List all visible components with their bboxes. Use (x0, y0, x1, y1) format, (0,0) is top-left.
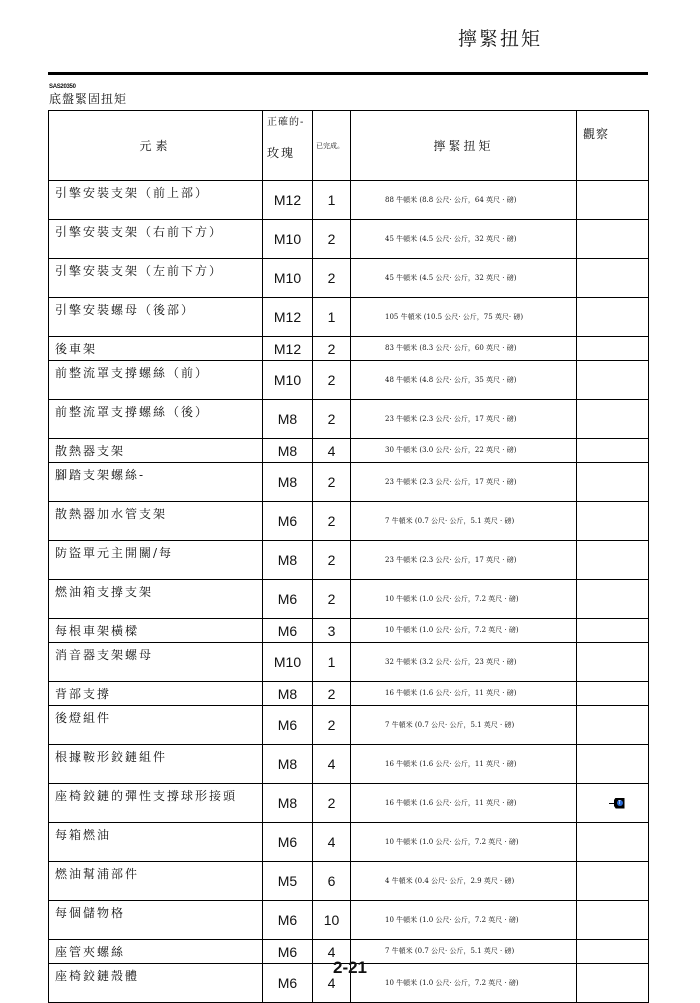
table-row (49, 901, 649, 940)
cell-torque-value: 23 牛頓米 (2.3 公尺· 公斤，17 英尺 · 磅) (351, 400, 577, 439)
header-thread (263, 111, 313, 181)
cell-thread-size: M10 (263, 361, 313, 400)
cell-thread-size: M10 (263, 643, 313, 682)
page-header-title: 擰緊扭矩 (458, 28, 543, 50)
cell-remark (577, 901, 649, 940)
cell-remark (577, 502, 649, 541)
cell-thread-size: M12 (263, 298, 313, 337)
table-row (49, 682, 649, 706)
cell-remark (577, 337, 649, 361)
cell-quantity: 2 (313, 361, 351, 400)
cell-thread-size: M8 (263, 682, 313, 706)
cell-thread-size: M8 (263, 541, 313, 580)
cell-element-name: 散熱器支架 (49, 439, 263, 463)
cell-remark (577, 619, 649, 643)
cell-torque-value: 88 牛頓米 (8.8 公尺· 公斤，64 英尺 · 磅) (351, 181, 577, 220)
cell-element-name: 消音器支架螺母 (49, 643, 263, 682)
cell-torque-value: 10 牛頓米 (1.0 公尺· 公斤，7.2 英尺 · 磅) (351, 901, 577, 940)
cell-thread-size: M8 (263, 400, 313, 439)
cell-element-name: 每根車架橫樑 (49, 619, 263, 643)
cell-remark (577, 439, 649, 463)
table-row (49, 745, 649, 784)
header-remark: 觀察 (577, 111, 649, 181)
table-row (49, 580, 649, 619)
cell-quantity: 3 (313, 619, 351, 643)
cell-remark (577, 745, 649, 784)
cell-thread-size: M10 (263, 259, 313, 298)
cell-remark (577, 361, 649, 400)
cell-element-name: 後燈組件 (49, 706, 263, 745)
table-row (49, 541, 649, 580)
cell-quantity: 4 (313, 745, 351, 784)
cell-quantity: 2 (313, 400, 351, 439)
table-row (49, 619, 649, 643)
cell-remark (577, 862, 649, 901)
table-body (49, 181, 649, 1003)
table-row (49, 823, 649, 862)
cell-thread-size: M5 (263, 862, 313, 901)
cell-remark (577, 181, 649, 220)
locking-agent-icon: T (609, 798, 625, 809)
cell-element-name: 引擎安裝支架（右前下方） (49, 220, 263, 259)
cell-thread-size: M6 (263, 823, 313, 862)
cell-element-name: 前整流罩支撐螺絲（後） (49, 400, 263, 439)
cell-remark (577, 298, 649, 337)
header-element: 元素 (49, 111, 263, 181)
cell-quantity: 1 (313, 643, 351, 682)
cell-quantity: 2 (313, 541, 351, 580)
cell-torque-value: 32 牛頓米 (3.2 公尺· 公斤，23 英尺 · 磅) (351, 643, 577, 682)
table-row (49, 502, 649, 541)
cell-torque-value: 48 牛頓米 (4.8 公尺· 公斤，35 英尺 · 磅) (351, 361, 577, 400)
header-torque: 擰緊扭矩 (351, 111, 577, 181)
cell-quantity: 2 (313, 337, 351, 361)
cell-quantity: 2 (313, 463, 351, 502)
table-row (49, 643, 649, 682)
cell-remark (577, 643, 649, 682)
table-row (49, 862, 649, 901)
header-thread-line2: 玫瑰 (267, 146, 296, 160)
cell-torque-value: 7 牛頓米 (0.7 公尺· 公斤，5.1 英尺 · 磅) (351, 940, 577, 964)
cell-torque-value: 10 牛頓米 (1.0 公尺· 公斤，7.2 英尺 · 磅) (351, 619, 577, 643)
cell-thread-size: M6 (263, 706, 313, 745)
cell-torque-value: 10 牛頓米 (1.0 公尺· 公斤，7.2 英尺 · 磅) (351, 580, 577, 619)
cell-thread-size: M8 (263, 745, 313, 784)
cell-element-name: 背部支撐 (49, 682, 263, 706)
torque-table (48, 110, 649, 1003)
cell-remark (577, 784, 649, 823)
table-header-row (49, 111, 649, 181)
cell-thread-size: M6 (263, 901, 313, 940)
cell-thread-size: M6 (263, 619, 313, 643)
cell-element-name: 根據鞍形鉸鏈組件 (49, 745, 263, 784)
cell-remark (577, 259, 649, 298)
cell-element-name: 燃油幫浦部件 (49, 862, 263, 901)
cell-thread-size: M8 (263, 463, 313, 502)
header-thread-line1: 正確的- (267, 117, 305, 128)
cell-remark (577, 580, 649, 619)
cell-quantity: 1 (313, 298, 351, 337)
cell-torque-value: 7 牛頓米 (0.7 公尺· 公斤，5.1 英尺 · 磅) (351, 502, 577, 541)
cell-quantity: 1 (313, 181, 351, 220)
table-row (49, 220, 649, 259)
cell-remark (577, 823, 649, 862)
cell-thread-size: M12 (263, 181, 313, 220)
cell-quantity: 2 (313, 580, 351, 619)
cell-element-name: 座椅鉸鏈殼體 (49, 964, 263, 1003)
cell-element-name: 防盜單元主開關/每 (49, 541, 263, 580)
cell-thread-size: M8 (263, 784, 313, 823)
section-code: SAS20350 (49, 84, 76, 90)
cell-remark (577, 220, 649, 259)
table-row (49, 361, 649, 400)
section-title: 底盤緊固扭矩 (49, 92, 128, 106)
cell-quantity: 10 (313, 901, 351, 940)
cell-remark (577, 682, 649, 706)
cell-torque-value: 16 牛頓米 (1.6 公尺· 公斤，11 英尺 · 磅) (351, 784, 577, 823)
cell-quantity: 2 (313, 682, 351, 706)
cell-torque-value: 10 牛頓米 (1.0 公尺· 公斤，7.2 英尺 · 磅) (351, 823, 577, 862)
cell-torque-value: 45 牛頓米 (4.5 公尺· 公斤，32 英尺 · 磅) (351, 259, 577, 298)
cell-element-name: 燃油箱支撐支架 (49, 580, 263, 619)
cell-torque-value: 23 牛頓米 (2.3 公尺· 公斤，17 英尺 · 磅) (351, 463, 577, 502)
header-rule (48, 72, 648, 75)
cell-quantity: 2 (313, 220, 351, 259)
cell-torque-value: 83 牛頓米 (8.3 公尺· 公斤，60 英尺 · 磅) (351, 337, 577, 361)
cell-element-name: 引擎安裝支架（前上部） (49, 181, 263, 220)
cell-torque-value: 16 牛頓米 (1.6 公尺· 公斤，11 英尺 · 磅) (351, 682, 577, 706)
cell-element-name: 腳踏支架螺絲- (49, 463, 263, 502)
cell-thread-size: M6 (263, 964, 313, 1003)
cell-thread-size: M12 (263, 337, 313, 361)
cell-element-name: 後車架 (49, 337, 263, 361)
table-row (49, 400, 649, 439)
table-row (49, 463, 649, 502)
cell-remark (577, 541, 649, 580)
cell-thread-size: M8 (263, 439, 313, 463)
cell-quantity: 4 (313, 940, 351, 964)
cell-thread-size: M10 (263, 220, 313, 259)
cell-quantity: 4 (313, 439, 351, 463)
cell-torque-value: 4 牛頓米 (0.4 公尺· 公斤，2.9 英尺 · 磅) (351, 862, 577, 901)
cell-thread-size: M6 (263, 580, 313, 619)
cell-element-name: 引擎安裝支架（左前下方） (49, 259, 263, 298)
table-row (49, 439, 649, 463)
cell-element-name: 每箱燃油 (49, 823, 263, 862)
cell-thread-size: M6 (263, 502, 313, 541)
cell-remark (577, 706, 649, 745)
cell-element-name: 座管夾螺絲 (49, 940, 263, 964)
table-row (49, 337, 649, 361)
cell-remark (577, 400, 649, 439)
cell-element-name: 座椅鉸鏈的彈性支撐球形接頭 (49, 784, 263, 823)
cell-quantity: 2 (313, 502, 351, 541)
cell-torque-value: 45 牛頓米 (4.5 公尺· 公斤，32 英尺 · 磅) (351, 220, 577, 259)
cell-torque-value: 23 牛頓米 (2.3 公尺· 公斤，17 英尺 · 磅) (351, 541, 577, 580)
table-row (49, 298, 649, 337)
cell-element-name: 每個儲物格 (49, 901, 263, 940)
table-row (49, 784, 649, 823)
cell-torque-value: 10 牛頓米 (1.0 公尺· 公斤，7.2 英尺 · 磅) (351, 964, 577, 1003)
cell-thread-size: M6 (263, 940, 313, 964)
cell-element-name: 前整流罩支撐螺絲（前） (49, 361, 263, 400)
cell-quantity: 4 (313, 964, 351, 1003)
cell-element-name: 引擎安裝螺母（後部） (49, 298, 263, 337)
cell-quantity: 4 (313, 823, 351, 862)
cell-quantity: 2 (313, 259, 351, 298)
cell-torque-value: 7 牛頓米 (0.7 公尺· 公斤，5.1 英尺 · 磅) (351, 706, 577, 745)
cell-quantity: 6 (313, 862, 351, 901)
page-number: 2-21 (332, 958, 368, 977)
table-row (49, 181, 649, 220)
cell-element-name: 散熱器加水管支架 (49, 502, 263, 541)
header-qty: 已完成。 (313, 111, 351, 181)
table-row (49, 706, 649, 745)
cell-quantity: 2 (313, 706, 351, 745)
cell-remark (577, 463, 649, 502)
cell-torque-value: 105 牛頓米 (10.5 公尺· 公斤，75 英尺· 磅) (351, 298, 577, 337)
cell-torque-value: 30 牛頓米 (3.0 公尺· 公斤，22 英尺 · 磅) (351, 439, 577, 463)
cell-torque-value: 16 牛頓米 (1.6 公尺· 公斤，11 英尺 · 磅) (351, 745, 577, 784)
table-row (49, 259, 649, 298)
cell-quantity: 2 (313, 784, 351, 823)
